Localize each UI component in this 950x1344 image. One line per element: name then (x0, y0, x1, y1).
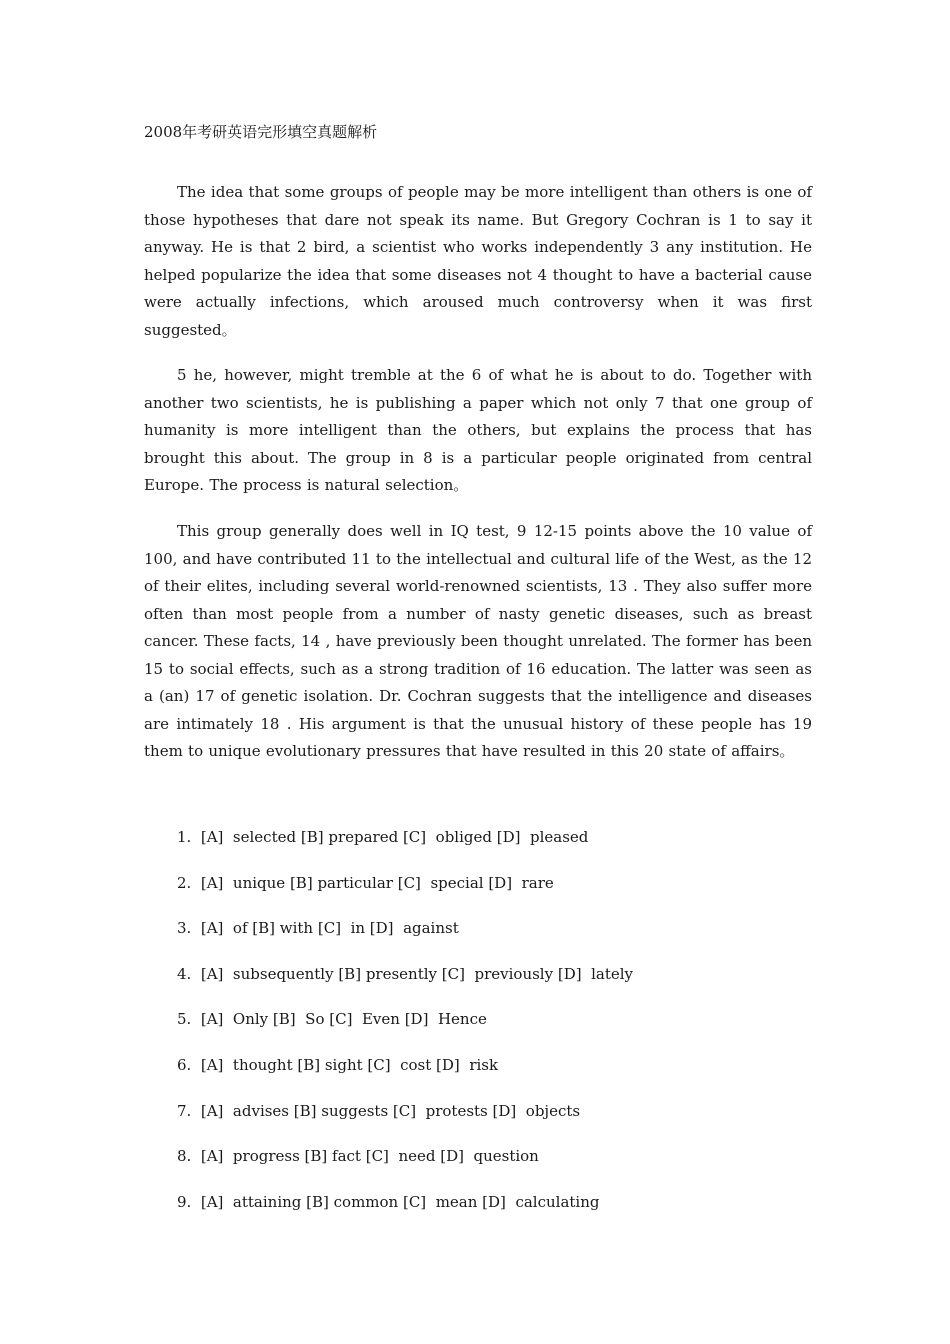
answer-option-7: 7. [A] advises [B] suggests [C] protests [D] objects (177, 1101, 581, 1120)
document-title: 2008年考研英语完形填空真题解析 (144, 123, 378, 141)
answer-option-1: 1. [A] selected [B] prepared [C] obliged [D] pleased (177, 828, 589, 846)
answer-option-6: 6. [A] thought [B] sight [C] cost [D] risk (177, 1055, 499, 1074)
answer-option-3: 3. [A] of [B] with [C] in [D] against (177, 919, 459, 938)
answer-option-8: 8. [A] progress [B] fact [C] need [D] question (177, 1147, 539, 1166)
passage-paragraph-2: 5 he, however, might tremble at the 6 of what he is about to do. Together with another two scientists, he is publishing a paper which not only 7 that one group of humanity is more intelligent than the others, but explains the process that has brought this about. The group in 8 is a particular people originated from central Europe. The process is natural selection。 (144, 366, 812, 494)
answer-option-2: 2. [A] unique [B] particular [C] special [D] rare (177, 873, 554, 892)
answer-option-9: 9. [A] attaining [B] common [C] mean [D] calculating (177, 1192, 600, 1211)
answer-option-5: 5. [A] Only [B] So [C] Even [D] Hence (177, 1010, 487, 1029)
answer-options-list (177, 824, 633, 1234)
passage-paragraph-1: The idea that some groups of people may be more intelligent than others is one of those hypotheses that dare not speak its name. But Gregory Cochran is 1 to say it anyway. He is that 2 bird, a scientist who works independently 3 any institution. He helped popularize the idea that some diseases not 4 thought to have a bacterial cause were actually infections, which aroused much controversy when it was first suggested。 (144, 183, 812, 339)
passage-paragraph-3: This group generally does well in IQ test, 9 12-15 points above the 10 value of 100, and have contributed 11 to the intellectual and cultural life of the West, as the 12 of their elites, including several world-renowned scientists, 13 . They also suffer more often than most people from a number of nasty genetic diseases, such as breast cancer. These facts, 14 , have previously been thought unrelated. The former has been 15 to social effects, such as a strong tradition of 16 education. The latter was seen as a (an) 17 of genetic isolation. Dr. Cochran suggests that the intelligence and diseases are intimately 18 . His argument is that the unusual history of these people has 19 them to unique evolutionary pressures that have resulted in this 20 state of affairs。 (144, 522, 812, 760)
answer-option-4: 4. [A] subsequently [B] presently [C] previously [D] lately (177, 964, 634, 983)
